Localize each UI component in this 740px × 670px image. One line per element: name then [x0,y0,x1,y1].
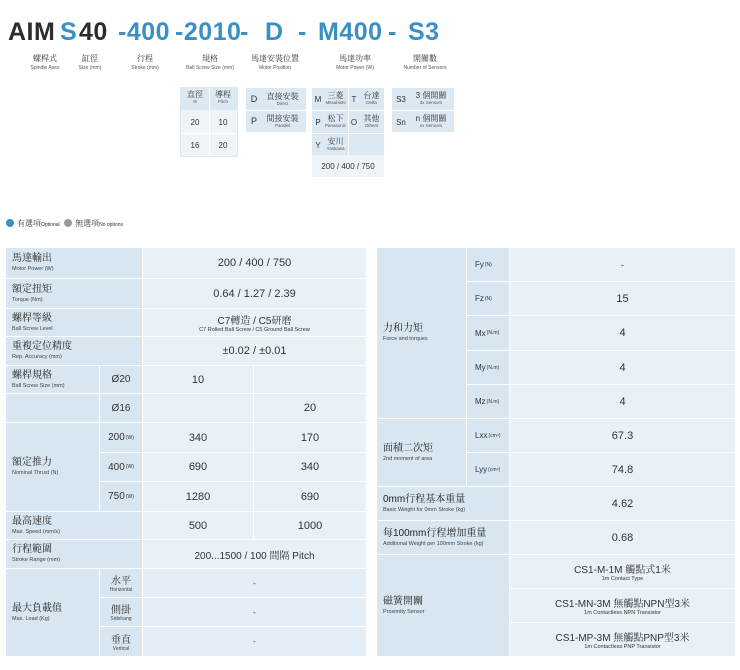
moment-value: 74.8 [510,453,735,486]
code-dash: - [298,18,307,46]
row-label: 磁簧開關 Proximity Sensor [377,555,509,656]
screw-size-value: 10 [143,366,253,393]
empty-label [6,394,99,422]
row-label: 額定扭矩 Torque (Nm) [6,279,142,308]
base-weight-value: 4.62 [510,487,735,520]
sensor-option: CS1-MN-3M 無觸點NPN型3米 1m Contactless NPN Transistor [510,589,735,622]
motor-yaskawa: 安川 Yaskawa [326,137,345,151]
position-direct: 直接安裝 Direct [266,92,299,106]
caption-stroke: 行程 Stroke (mm) [131,54,159,71]
force-value: 4 [510,351,735,384]
thrust-value: 690 [143,453,253,481]
add-weight-value: 0.68 [510,521,735,554]
sensor-nx: n 個開關 nx Sensors [415,114,447,128]
row-label: 馬達輸出 Motor Power (W) [6,248,142,278]
force-symbol: My (N.m) [467,351,509,384]
row-label: 最高速度 Max. Speed (mm/s) [6,512,142,539]
torque-value: 0.64 / 1.27 / 2.39 [143,279,366,308]
motor-power-values: 200 / 400 / 750 [321,162,375,171]
motor-code: O [350,118,358,127]
none-dot-icon [64,219,72,227]
load-value: - [143,627,366,656]
moment-symbol: Lyy (cm⁴) [467,453,509,486]
row-label: 重複定位精度 Rep. Accuracy (mm) [6,337,142,365]
divider [392,110,454,111]
motor-power-value: 200 / 400 / 750 [143,248,366,278]
repeat-value: ±0.02 / ±0.01 [143,337,366,365]
code-prefix: AIM [8,18,56,46]
screw-opt-value: 16 [190,141,200,150]
sensor-code: S3 [396,95,406,104]
optional-dot-icon [6,219,14,227]
row-label: 額定推力 Nominal Thrust (N) [6,423,99,511]
caption-size: 缸徑 Size (mm) [78,54,102,71]
motor-mitsubishi: 三菱 Mitsubishi [325,91,346,105]
motor-code: M [314,95,322,104]
sensor-option: CS1-MP-3M 無觸點PNP型3米 1m Contactless PNP Transistor [510,623,735,656]
stroke-value: 200...1500 / 100 間隔 Pitch [143,540,366,568]
speed-value: 500 [143,512,253,539]
position-code: P [250,116,257,126]
sensor-3x: 3 個開關 3x Sensors [415,91,447,105]
load-value: - [143,598,366,626]
caption-screw: 規格 Ball Screw Size (mm) [186,54,234,71]
force-symbol: Fy (N) [467,248,509,281]
force-value: - [510,248,735,281]
row-label: 每100mm行程增加重量 Additional Weight per 100mm Stroke (kg) [377,521,509,554]
caption-position: 馬達安裝位置 Motor Position [251,54,299,71]
screw-level-value: C7轉造 / C5研磨 C7 Rolled Ball Screw / C5 Ground Ball Screw [143,309,366,336]
force-symbol: Mx (N.m) [467,316,509,350]
legend-none-en: No options [99,222,123,228]
motor-panasonic: 松下 Panasonic [324,114,346,128]
motor-code: T [351,95,357,104]
force-value: 4 [510,385,735,418]
screw-pitch-header: 導程 Pitch [215,90,231,104]
load-value: - [143,569,366,597]
motor-others: 其他 Others [363,114,380,128]
thrust-value: 340 [143,423,253,452]
code-stroke: -400 [118,18,171,46]
screw-opt-value: 20 [190,118,200,127]
force-value: 15 [510,282,735,315]
thrust-power: 400 (W) [100,453,142,481]
thrust-value: 1280 [143,482,253,511]
load-direction: 側掛 Sidehang [100,598,142,626]
motor-delta: 台達 Delta [363,91,380,105]
force-value: 4 [510,316,735,350]
sensor-code: Sn [396,118,406,127]
screw-opt-value: 10 [218,118,228,127]
row-label: 0mm行程基本重量 Basic Weight for 0mm Stroke (kg) [377,487,509,520]
thrust-value: 170 [254,423,366,452]
force-symbol: Fz (N) [467,282,509,315]
moment-symbol: Lxx (cm⁴) [467,419,509,452]
screw-opt-value: 20 [218,141,228,150]
position-code: D [250,94,258,104]
load-direction: 水平 Horizontal [100,569,142,597]
legend-optional-en: Optional [41,222,60,228]
caption-motor: 馬達功率 Motor Power (W) [336,54,374,71]
thrust-value: 340 [254,453,366,481]
force-symbol: Mz (N.m) [467,385,509,418]
code-dash: - [240,18,249,46]
row-label: 面積二次矩 2nd moment of area [377,419,466,486]
code-size: 40 [79,18,108,46]
motor-code: Y [315,141,321,150]
code-type: S [60,18,78,46]
code-motor: M400 [318,18,383,46]
code-sensor: S3 [408,18,440,46]
screw-size-value: 20 [254,394,366,422]
caption-sensor: 開關數 Number of Sensors [403,54,447,71]
load-direction: 垂直 Vertical [100,627,142,656]
speed-value: 1000 [254,512,366,539]
moment-value: 67.3 [510,419,735,452]
thrust-power: 750 (W) [100,482,142,511]
screw-diameter-header: 直徑 Φ [187,90,203,104]
empty-cell [254,366,366,393]
caption-type: 螺桿式 Spindle Axes [30,54,60,71]
row-label: 螺桿等級 Ball Screw Level [6,309,142,336]
divider [246,110,306,111]
screw-size-sub: Ø20 [100,366,142,393]
row-label: 最大負載值 Max. Load (Kg) [6,569,99,656]
code-position: D [265,18,284,46]
code-dash: - [388,18,397,46]
position-parallel: 間接安裝 Parallel [266,114,299,128]
screw-size-sub: Ø16 [100,394,142,422]
row-label: 力和力矩 Force and torques [377,248,466,418]
code-screw: -2010 [175,18,242,46]
legend-optional: 有選項 [17,219,41,228]
row-label: 行程範圍 Stroke Range (mm) [6,540,142,568]
motor-code: P [315,118,321,127]
thrust-value: 690 [254,482,366,511]
thrust-power: 200 (W) [100,423,142,452]
sensor-option: CS1-M-1M 觸點式1米 1m Contact Type [510,555,735,588]
legend [6,218,123,229]
divider [181,133,237,134]
empty-cell [143,394,253,422]
row-label: 螺桿規格 Ball Screw Size (mm) [6,366,99,393]
legend-none: 無選項 [75,219,100,228]
